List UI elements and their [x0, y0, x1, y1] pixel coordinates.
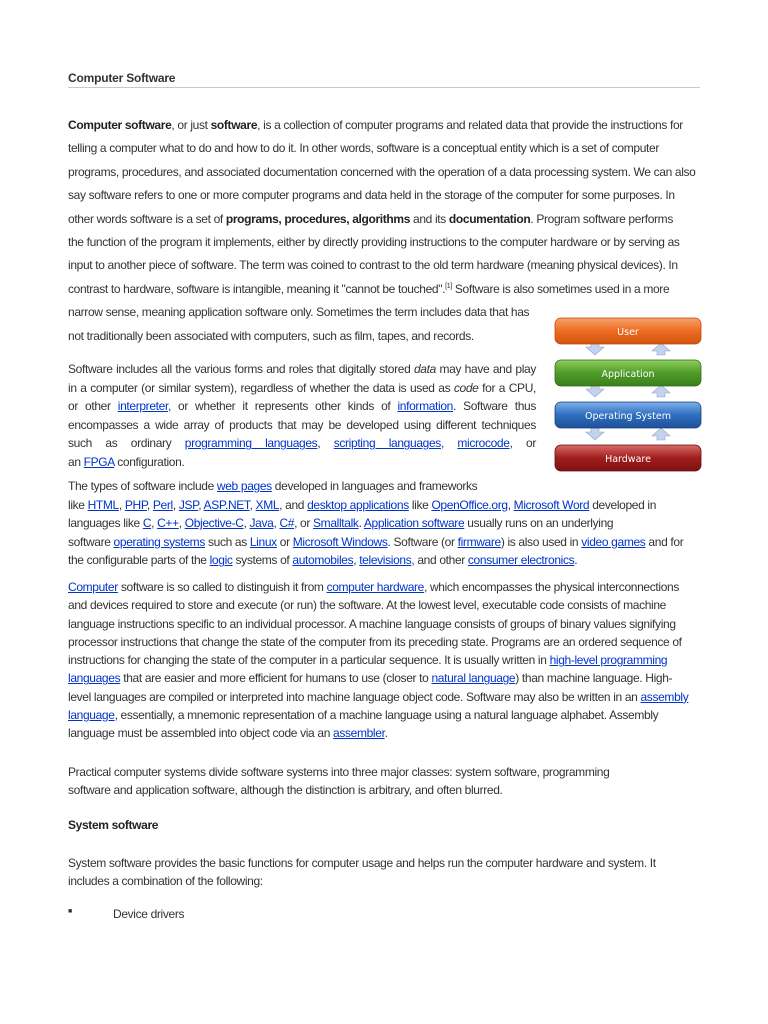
- text-line: processor instructions that change the state of the computer from its preceding state. Programs are an ordered sequence of: [68, 634, 682, 649]
- link-video-games[interactable]: video games: [581, 534, 646, 549]
- intro-paragraph: [68, 114, 696, 348]
- text-line: Computer software, or just software, is a collection of computer programs and related data that provide the instructions for: [68, 118, 683, 132]
- link-operating-systems[interactable]: operating systems: [113, 534, 205, 549]
- link-html[interactable]: HTML: [87, 497, 119, 512]
- link-scripting-languages[interactable]: scripting languages: [333, 436, 441, 451]
- svg-text:Hardware: Hardware: [605, 454, 651, 465]
- page-title: Computer Software: [68, 71, 700, 88]
- layer-operating-system: [555, 402, 701, 428]
- section-heading: System software: [68, 818, 159, 832]
- link-asp-net[interactable]: ASP.NET: [203, 497, 250, 512]
- link-programming-languages[interactable]: programming languages: [184, 436, 318, 451]
- svg-text:Application: Application: [601, 369, 655, 380]
- text-line: other words software is a set of programs, procedures, algorithms and its documentation. Program software performs: [68, 211, 673, 226]
- computer-software-paragraph: [68, 578, 688, 743]
- text-line: programs, procedures, and associated documentation concerned with the operation of a data processing system. We can also: [68, 164, 696, 179]
- text-line: say software refers to one or more computer programs and data held in the storage of the computer for some purposes. In: [68, 188, 675, 203]
- link-assembly-language[interactable]: language: [68, 708, 115, 723]
- link-cpp[interactable]: C++: [157, 516, 179, 531]
- text-line: like HTML, PHP, Perl, JSP, ASP.NET, XML, and desktop applications like OpenOffice.org, Microsoft Word developed in: [68, 497, 657, 512]
- text-line: software and application software, although the distinction is arbitrary, and often blurred.: [68, 783, 503, 798]
- link-microcode[interactable]: microcode: [457, 436, 510, 451]
- svg-text:User: User: [617, 327, 639, 338]
- text-line: narrow sense, meaning application software only. Sometimes the term includes data that has: [68, 305, 530, 320]
- link-interpreter[interactable]: interpreter: [117, 399, 168, 414]
- text-line: language, essentially, a mnemonic representation of a machine language using a natural language alphabet. Assembly: [68, 708, 659, 723]
- text-line: Practical computer systems divide software systems into three major classes: system software, programming: [68, 765, 610, 779]
- software-forms-paragraph: [68, 360, 536, 472]
- text-line: the function of the program it implements, either by directly providing instructions to the computer hardware or by serving as: [68, 235, 680, 250]
- link-csharp[interactable]: C#: [279, 516, 295, 531]
- link-information[interactable]: information: [397, 399, 453, 414]
- text-line: or other interpreter, or whether it represents other kinds of information. Software thus: [68, 399, 536, 414]
- text-line: an FPGA configuration.: [68, 454, 185, 469]
- text-line: and devices required to store and execute (or run) the software. At the lowest level, executable code consists of machine: [68, 598, 667, 613]
- system-software-paragraph: [68, 854, 656, 891]
- text-line: the configurable parts of the logic systems of automobiles, televisions, and other consumer electronics.: [68, 553, 578, 568]
- link-microsoft-windows[interactable]: Microsoft Windows: [292, 534, 388, 549]
- link-high-level-programming-languages[interactable]: high-level programming: [549, 653, 668, 668]
- text-line: software operating systems such as Linux or Microsoft Windows. Software (or firmware) is also used in video games and for: [68, 534, 684, 549]
- text-line: language instructions specific to an individual processor. A machine language consists of groups of binary values signifying: [68, 616, 676, 631]
- link-java[interactable]: Java: [249, 516, 274, 531]
- text-line: level languages are compiled or interpreted into machine language object code. Software may also be written in an assembly: [68, 689, 689, 704]
- software-layers-diagram: [553, 317, 703, 475]
- link-logic[interactable]: logic: [209, 553, 233, 568]
- text-line: System software provides the basic functions for computer usage and helps run the computer hardware and system. It: [68, 856, 656, 870]
- text-line: language must be assembled into object code via an assembler.: [68, 726, 388, 741]
- link-televisions[interactable]: televisions: [359, 553, 412, 568]
- software-classes-paragraph: [68, 763, 609, 800]
- text-line: instructions for changing the state of the computer in a particular sequence. It is usually written in high-level programming: [68, 653, 668, 668]
- bullet-icon: ■: [68, 908, 73, 915]
- text-line: includes a combination of the following:: [68, 874, 263, 889]
- layer-application: [555, 360, 701, 386]
- link-consumer-electronics[interactable]: consumer electronics: [467, 553, 575, 568]
- link-xml[interactable]: XML: [255, 497, 280, 512]
- layer-user: [555, 318, 701, 344]
- link-objective-c[interactable]: Objective-C: [184, 516, 244, 531]
- link-jsp[interactable]: JSP: [178, 497, 199, 512]
- link-computer-hardware[interactable]: computer hardware: [326, 580, 424, 594]
- link-assembler[interactable]: assembler: [333, 726, 385, 741]
- link-c[interactable]: C: [142, 516, 152, 531]
- text-line: input to another piece of software. The term was coined to contrast to the old term hardware (meaning physical devices). In: [68, 258, 678, 273]
- text-line: The types of software include web pages developed in languages and frameworks: [68, 479, 478, 493]
- svg-text:Operating System: Operating System: [585, 411, 671, 422]
- link-natural-language[interactable]: natural language: [431, 671, 516, 686]
- link-web-pages[interactable]: web pages: [216, 479, 272, 493]
- text-line: encompasses a wide array of products that may be developed using different techniques: [68, 417, 536, 432]
- link-firmware[interactable]: firmware: [457, 534, 501, 549]
- text-line: not traditionally been associated with computers, such as film, tapes, and records.: [68, 328, 474, 343]
- link-desktop-applications[interactable]: desktop applications: [307, 497, 409, 512]
- link-php[interactable]: PHP: [124, 497, 147, 512]
- link-linux[interactable]: Linux: [249, 534, 277, 549]
- software-types-paragraph: [68, 477, 683, 570]
- link-languages[interactable]: languages: [68, 671, 121, 686]
- list-item: Device drivers: [113, 907, 185, 921]
- link-openoffice[interactable]: OpenOffice.org: [431, 497, 508, 512]
- citation-link[interactable]: [1]: [445, 282, 452, 290]
- link-perl[interactable]: Perl: [152, 497, 173, 512]
- text-line: Computer software is so called to distinguish it from computer hardware, which encompasses the physical interconnections: [68, 580, 679, 594]
- text-line: telling a computer what to do and how to do it. In other words, software is a conceptual entity which is a set of computer: [68, 141, 659, 156]
- text-line: languages like C, C++, Objective-C, Java, C#, or Smalltalk. Application software usually runs on an underlying: [68, 516, 614, 531]
- link-computer[interactable]: Computer: [68, 580, 118, 594]
- text-line: languages that are easier and more efficient for humans to use (closer to natural language) than machine language. High-: [68, 671, 673, 686]
- link-fpga[interactable]: FPGA: [83, 454, 115, 469]
- text-line: contrast to hardware, software is intangible, meaning it "cannot be touched".[1] Software is also sometimes used in a more: [68, 281, 670, 296]
- link-microsoft-word[interactable]: Microsoft Word: [513, 497, 590, 512]
- link-automobiles[interactable]: automobiles: [292, 553, 354, 568]
- link-smalltalk[interactable]: Smalltalk: [313, 516, 359, 531]
- text-line: Software includes all the various forms and roles that digitally stored data may have and play: [68, 362, 536, 376]
- text-line: such as ordinary programming languages, scripting languages, microcode, or: [68, 436, 536, 451]
- link-application-software[interactable]: Application software: [363, 516, 465, 531]
- link-assembly[interactable]: assembly: [640, 689, 689, 704]
- text-line: in a computer (or similar system), regardless of whether the data is used as code for a CPU,: [68, 380, 536, 395]
- layer-hardware: [555, 445, 701, 471]
